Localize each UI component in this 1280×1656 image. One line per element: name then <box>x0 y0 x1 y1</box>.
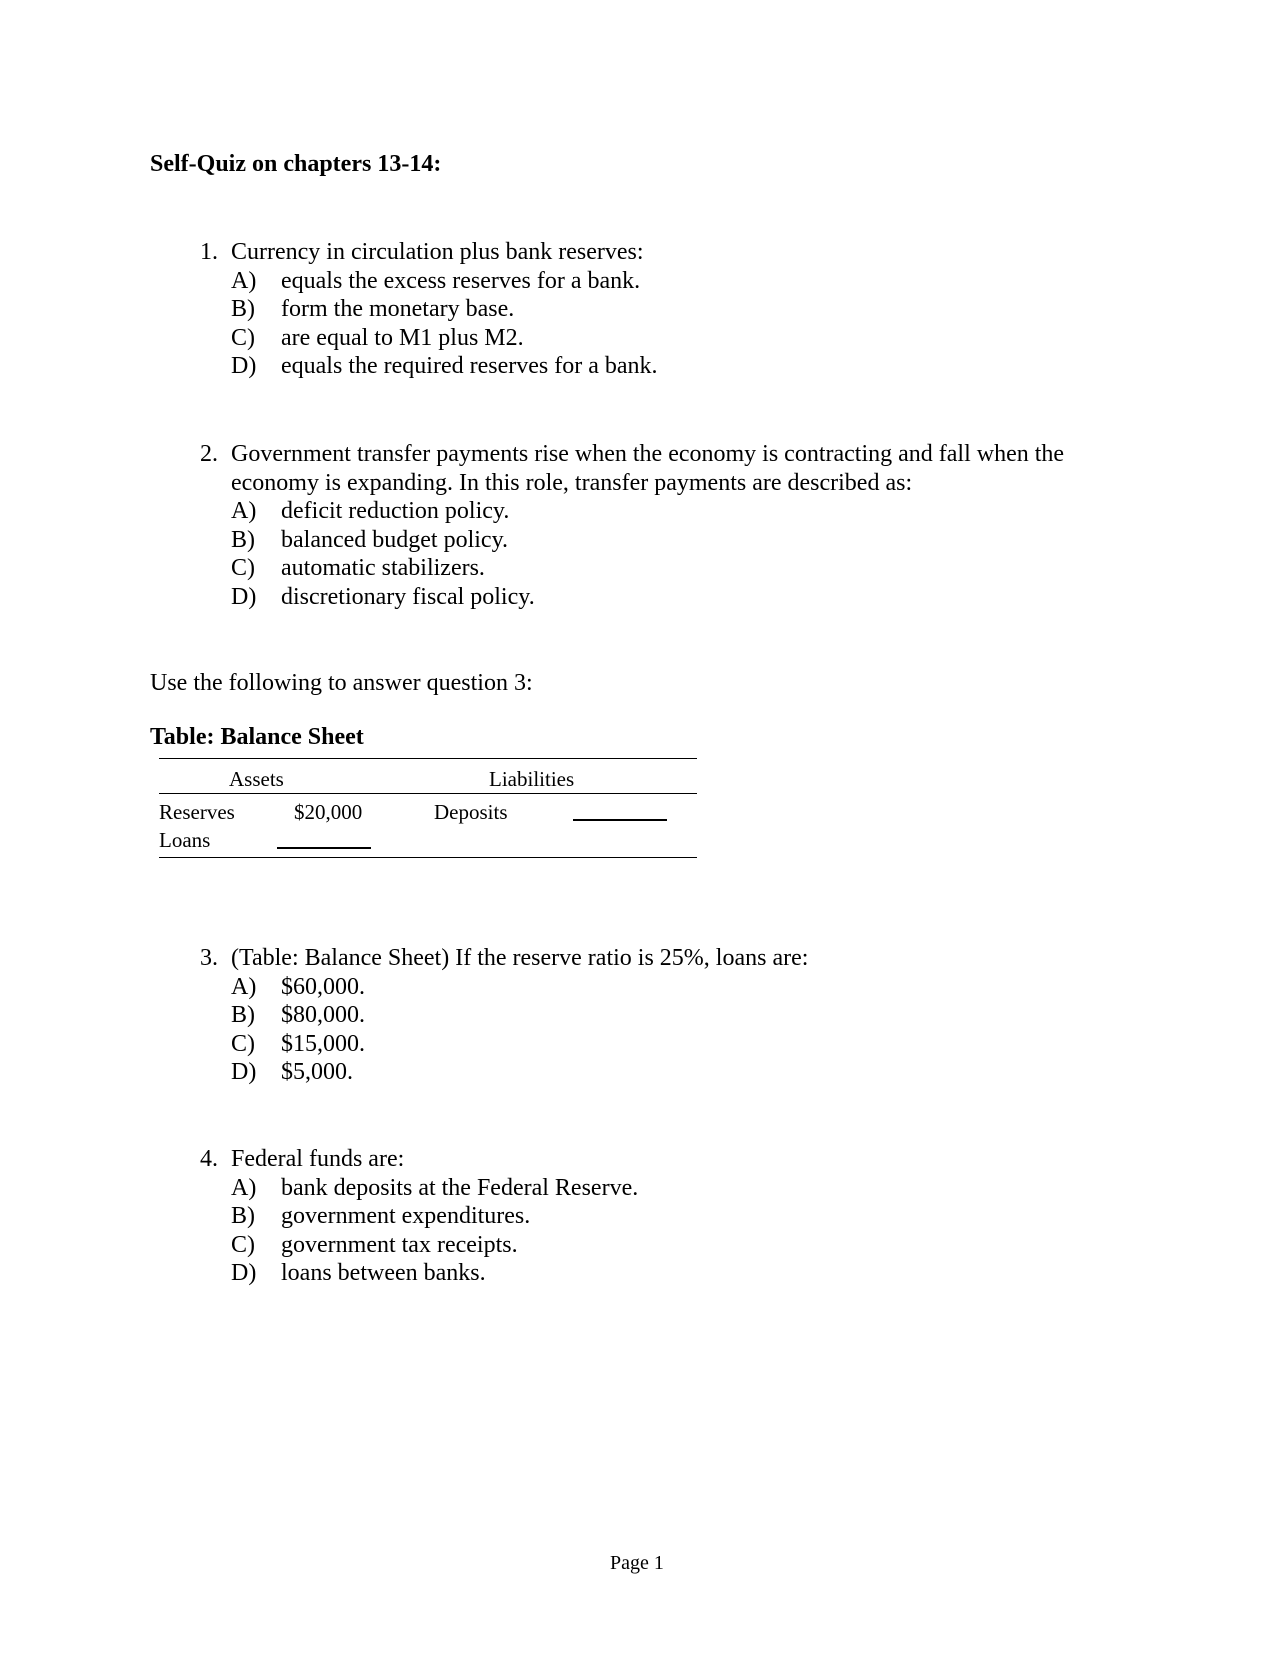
option-text: equals the excess reserves for a bank. <box>281 267 641 294</box>
option-text: deficit reduction policy. <box>281 498 510 524</box>
option-c <box>200 554 1131 583</box>
option-text: automatic stabilizers. <box>281 555 485 581</box>
option-letter: A) <box>231 973 257 1000</box>
option-text: government expenditures. <box>281 1203 531 1229</box>
question-text: Federal funds are: <box>231 1146 405 1172</box>
option-text: $5,000. <box>281 1059 353 1085</box>
option-letter: B) <box>231 526 255 553</box>
option-letter: B) <box>231 1203 255 1229</box>
option-text: $15,000. <box>281 1030 365 1057</box>
reserves-label: Reserves <box>159 800 235 824</box>
option-c <box>200 324 1131 353</box>
table-instruction: Use the following to answer question 3: <box>150 670 533 696</box>
option-c <box>200 1231 1131 1260</box>
option-text: equals the required reserves for a bank. <box>281 353 658 379</box>
option-letter: C) <box>231 324 255 351</box>
assets-header: Assets <box>229 767 284 791</box>
option-a <box>200 973 1131 1002</box>
option-letter: A) <box>231 498 257 524</box>
option-c <box>200 1030 1131 1059</box>
option-letter: D) <box>231 1260 257 1286</box>
option-a <box>200 267 1131 296</box>
option-text: $60,000. <box>281 973 365 1000</box>
question-number: 1. <box>200 239 218 265</box>
option-text: government tax receipts. <box>281 1231 518 1258</box>
option-d <box>200 352 1131 381</box>
option-letter: D) <box>231 583 257 610</box>
page-title: Self-Quiz on chapters 13-14: <box>150 151 442 177</box>
table-bottom-rule <box>159 857 697 858</box>
option-b <box>200 295 1131 324</box>
option-letter: A) <box>231 267 257 294</box>
question-3 <box>200 944 1131 1087</box>
question-text: Government transfer payments rise when the economy is contracting and fall when the economy is expanding. In this role, transfer payments are described as: <box>231 441 1065 496</box>
question-text: Currency in circulation plus bank reserves: <box>231 239 644 265</box>
option-d <box>200 1259 1131 1288</box>
option-letter: D) <box>231 1059 257 1085</box>
option-text: loans between banks. <box>281 1260 486 1286</box>
option-a <box>200 1174 1131 1203</box>
option-d <box>200 583 1131 612</box>
option-letter: B) <box>231 296 255 322</box>
loans-blank <box>277 847 371 849</box>
loans-label: Loans <box>159 828 211 852</box>
option-text: $80,000. <box>281 1002 365 1028</box>
question-2 <box>200 440 1131 611</box>
question-1 <box>200 238 1131 381</box>
option-letter: D) <box>231 353 257 379</box>
deposits-blank <box>573 819 667 821</box>
option-b <box>200 526 1131 555</box>
page-number: Page 1 <box>610 1552 664 1574</box>
reserves-value: $20,000 <box>294 800 363 824</box>
balance-sheet-table <box>159 758 697 858</box>
option-letter: C) <box>231 1231 255 1258</box>
option-text: bank deposits at the Federal Reserve. <box>281 1174 639 1201</box>
liabilities-header: Liabilities <box>489 767 575 791</box>
question-number: 3. <box>200 945 218 971</box>
question-4 <box>200 1145 1131 1288</box>
option-letter: A) <box>231 1174 257 1201</box>
question-number: 4. <box>200 1146 218 1172</box>
option-text: form the monetary base. <box>281 296 515 322</box>
question-number: 2. <box>200 441 218 467</box>
table-top-rule <box>159 758 697 759</box>
option-text: are equal to M1 plus M2. <box>281 324 524 351</box>
option-d <box>200 1058 1131 1087</box>
option-letter: C) <box>231 555 255 581</box>
option-a <box>200 497 1131 526</box>
option-letter: C) <box>231 1030 255 1057</box>
option-letter: B) <box>231 1002 255 1028</box>
deposits-label: Deposits <box>434 800 508 824</box>
table-title: Table: Balance Sheet <box>150 724 364 750</box>
header-rule <box>159 793 697 794</box>
option-text: balanced budget policy. <box>281 526 509 553</box>
question-text: (Table: Balance Sheet) If the reserve ratio is 25%, loans are: <box>231 945 809 971</box>
option-b <box>200 1202 1131 1231</box>
option-b <box>200 1001 1131 1030</box>
option-text: discretionary fiscal policy. <box>281 583 535 610</box>
